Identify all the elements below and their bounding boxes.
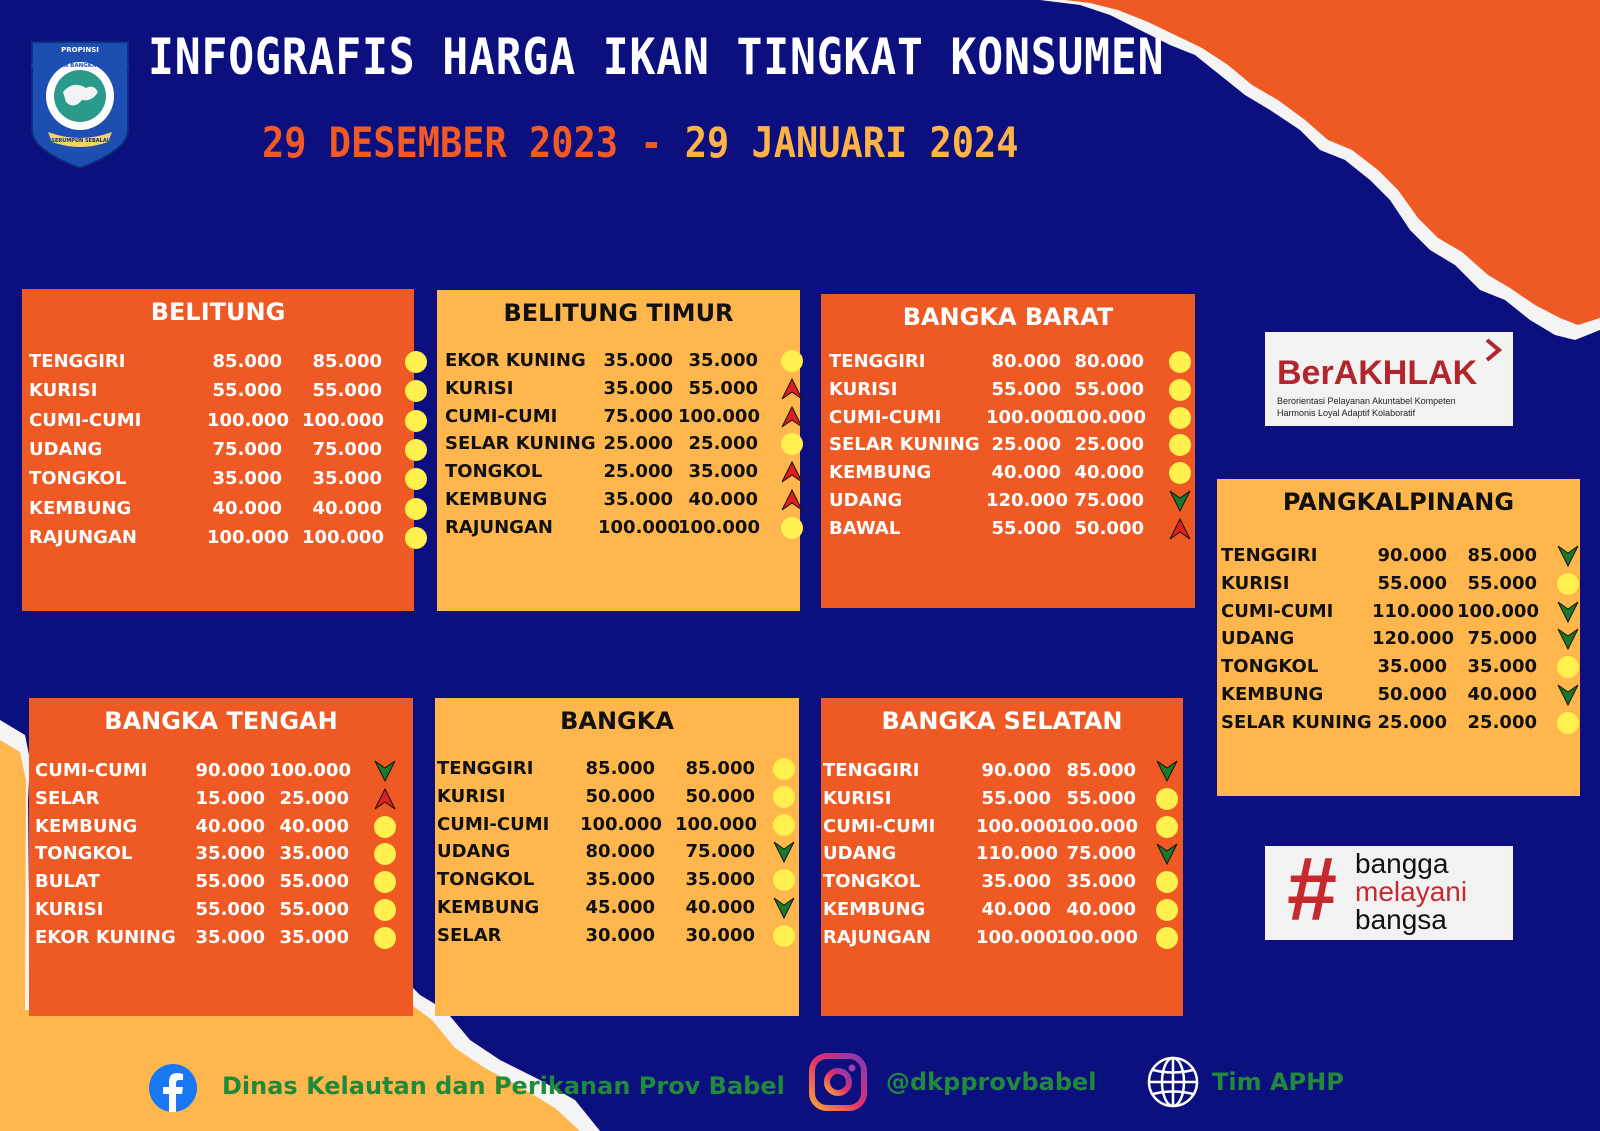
- fish-name: RAJUNGAN: [29, 526, 137, 548]
- price-previous: 100.000: [207, 409, 289, 431]
- hashtag-icon: #: [1287, 840, 1338, 940]
- berakhlak-logo-text: BerAKHLAK: [1277, 354, 1478, 392]
- price-current: 50.000: [685, 785, 755, 807]
- price-row: [1217, 626, 1580, 652]
- price-row: [29, 869, 413, 895]
- fish-name: KURISI: [445, 377, 514, 399]
- price-current: 35.000: [279, 926, 349, 948]
- price-row: [437, 404, 800, 430]
- price-previous: 100.000: [598, 516, 680, 538]
- price-previous: 30.000: [585, 924, 655, 946]
- price-previous: 35.000: [603, 489, 673, 510]
- price-current: 100.000: [1056, 926, 1138, 948]
- panel-belitung: [22, 289, 414, 611]
- price-row: [1217, 543, 1580, 569]
- fish-name: CUMI-CUMI: [1221, 600, 1334, 622]
- fish-name: TONGKOL: [437, 869, 535, 891]
- price-current: 35.000: [312, 468, 382, 490]
- stable-dot-icon: [405, 351, 427, 373]
- price-previous: 110.000: [976, 843, 1058, 865]
- fish-name: TONGKOL: [1221, 656, 1319, 678]
- price-previous: 25.000: [1377, 711, 1447, 733]
- price-current: 35.000: [279, 843, 349, 865]
- price-previous: 50.000: [1377, 684, 1447, 705]
- stable-dot-icon: [1557, 712, 1579, 734]
- price-current: 25.000: [1467, 711, 1537, 733]
- price-row: [821, 349, 1195, 375]
- price-row: [29, 814, 413, 840]
- price-current: 50.000: [1074, 517, 1144, 539]
- stable-dot-icon: [1557, 573, 1579, 595]
- stable-dot-icon: [773, 786, 795, 808]
- price-previous: 80.000: [585, 841, 655, 863]
- price-previous: 25.000: [603, 433, 673, 455]
- fish-name: KEMBUNG: [829, 462, 932, 484]
- price-previous: 80.000: [991, 351, 1061, 372]
- price-previous: 35.000: [1377, 656, 1447, 678]
- stable-dot-icon: [781, 433, 803, 455]
- price-current: 55.000: [1074, 378, 1144, 400]
- price-current: 40.000: [279, 815, 349, 837]
- price-row: [437, 431, 800, 457]
- price-row: [437, 515, 800, 541]
- fish-name: UDANG: [437, 841, 511, 863]
- panel-title: BANGKA BARAT: [902, 303, 1114, 331]
- price-row: [29, 841, 413, 867]
- fish-name: CUMI-CUMI: [829, 406, 942, 428]
- price-previous: 90.000: [195, 760, 265, 781]
- price-previous: 40.000: [212, 497, 282, 519]
- price-row: [821, 758, 1183, 784]
- price-row: [435, 895, 799, 921]
- price-previous: 85.000: [212, 351, 282, 372]
- berakhlak-line2: Harmonis Loyal Adaptif Kolaboratif: [1277, 408, 1416, 418]
- up-arrow-icon: [781, 489, 803, 511]
- date-range: [262, 118, 1019, 167]
- fish-name: TENGGIRI: [1221, 545, 1318, 566]
- price-current: 85.000: [685, 758, 755, 779]
- price-row: [1217, 654, 1580, 680]
- price-row: [22, 496, 414, 522]
- price-previous: 100.000: [207, 526, 289, 548]
- price-previous: 90.000: [981, 760, 1051, 781]
- logo-ring-text: KEPULAUAN BANGKA BELITUNG: [30, 63, 130, 69]
- price-row: [821, 841, 1183, 867]
- price-current: 100.000: [678, 516, 760, 538]
- down-arrow-icon: [1156, 760, 1178, 782]
- fish-name: KEMBUNG: [823, 899, 926, 920]
- price-current: 40.000: [1074, 462, 1144, 484]
- fish-name: CUMI-CUMI: [445, 405, 558, 427]
- price-previous: 35.000: [212, 468, 282, 490]
- price-row: [821, 925, 1183, 951]
- stable-dot-icon: [1169, 407, 1191, 429]
- price-current: 35.000: [1066, 871, 1136, 893]
- price-row: [437, 487, 800, 513]
- stable-dot-icon: [1156, 899, 1178, 921]
- price-row: [821, 897, 1183, 923]
- panel-title: PANGKALPINANG: [1282, 488, 1515, 516]
- fish-name: EKOR KUNING: [35, 926, 176, 948]
- price-current: 55.000: [1066, 787, 1136, 809]
- price-previous: 55.000: [1377, 572, 1447, 594]
- price-current: 40.000: [1066, 899, 1136, 920]
- price-row: [821, 405, 1195, 431]
- price-previous: 25.000: [991, 434, 1061, 456]
- fish-name: BULAT: [35, 871, 100, 893]
- price-current: 40.000: [688, 489, 758, 510]
- stable-dot-icon: [1557, 656, 1579, 678]
- stable-dot-icon: [773, 925, 795, 947]
- fish-name: KEMBUNG: [1221, 684, 1324, 705]
- stable-dot-icon: [1156, 816, 1178, 838]
- price-row: [435, 756, 799, 782]
- price-previous: 35.000: [195, 926, 265, 948]
- up-arrow-icon: [781, 378, 803, 400]
- stable-dot-icon: [405, 527, 427, 549]
- fish-name: KURISI: [823, 787, 892, 809]
- province-logo: [28, 40, 132, 170]
- price-current: 100.000: [675, 813, 757, 835]
- price-previous: 55.000: [195, 899, 265, 920]
- price-previous: 50.000: [585, 785, 655, 807]
- price-current: 25.000: [279, 787, 349, 809]
- price-previous: 100.000: [976, 926, 1058, 948]
- fish-name: KEMBUNG: [445, 489, 548, 510]
- price-current: 35.000: [688, 461, 758, 483]
- fish-name: TENGGIRI: [29, 351, 126, 372]
- price-current: 80.000: [1074, 351, 1144, 372]
- price-row: [821, 488, 1195, 514]
- panel-pangkalpinang: [1217, 479, 1580, 796]
- price-row: [29, 925, 413, 951]
- price-current: 55.000: [688, 377, 758, 399]
- price-row: [22, 466, 414, 492]
- instagram-icon[interactable]: [808, 1052, 868, 1112]
- price-current: 85.000: [1066, 760, 1136, 781]
- price-row: [437, 348, 800, 374]
- price-current: 100.000: [302, 409, 384, 431]
- up-arrow-icon: [1169, 518, 1191, 540]
- panel-bangka-selatan: [821, 698, 1183, 1016]
- stable-dot-icon: [374, 816, 396, 838]
- price-row: [22, 525, 414, 551]
- stable-dot-icon: [781, 517, 803, 539]
- price-current: 25.000: [688, 433, 758, 455]
- down-arrow-icon: [773, 841, 795, 863]
- panel-title: BANGKA TENGAH: [104, 707, 338, 735]
- price-row: [435, 839, 799, 865]
- price-row: [437, 376, 800, 402]
- down-arrow-icon: [1557, 628, 1579, 650]
- fish-name: KEMBUNG: [437, 897, 540, 918]
- price-previous: 45.000: [585, 897, 655, 918]
- price-row: [821, 432, 1195, 458]
- bangga-melayani-badge: [1265, 840, 1513, 940]
- price-previous: 55.000: [991, 378, 1061, 400]
- price-row: [821, 377, 1195, 403]
- price-current: 100.000: [1056, 815, 1138, 837]
- price-previous: 35.000: [603, 350, 673, 371]
- price-previous: 35.000: [195, 843, 265, 865]
- globe-icon[interactable]: [1146, 1055, 1200, 1109]
- fish-name: KURISI: [437, 785, 506, 807]
- stable-dot-icon: [374, 843, 396, 865]
- date-start: 29 DESEMBER 2023: [262, 118, 619, 167]
- down-arrow-icon: [1557, 601, 1579, 623]
- price-row: [29, 786, 413, 812]
- price-row: [22, 378, 414, 404]
- fish-name: CUMI-CUMI: [437, 813, 550, 835]
- price-current: 55.000: [1467, 572, 1537, 594]
- panel-title: BANGKA SELATAN: [881, 707, 1123, 735]
- panel-belitung-timur: [437, 290, 800, 611]
- price-row: [435, 923, 799, 949]
- price-previous: 75.000: [212, 438, 282, 460]
- fish-name: CUMI-CUMI: [823, 815, 936, 837]
- price-current: 100.000: [678, 405, 760, 427]
- fish-name: KURISI: [35, 899, 104, 920]
- down-arrow-icon: [1557, 545, 1579, 567]
- price-current: 35.000: [688, 350, 758, 371]
- fish-name: EKOR KUNING: [445, 350, 586, 371]
- fish-name: SELAR KUNING: [829, 434, 980, 456]
- fish-name: TONGKOL: [29, 468, 127, 490]
- price-previous: 120.000: [986, 490, 1068, 511]
- price-current: 100.000: [1064, 406, 1146, 428]
- price-previous: 35.000: [603, 377, 673, 399]
- stable-dot-icon: [773, 758, 795, 780]
- price-row: [29, 758, 413, 784]
- price-current: 100.000: [1457, 600, 1539, 622]
- price-row: [435, 784, 799, 810]
- price-previous: 55.000: [981, 787, 1051, 809]
- price-current: 55.000: [279, 899, 349, 920]
- berakhlak-badge: [1265, 332, 1513, 426]
- price-current: 40.000: [1467, 684, 1537, 705]
- price-row: [435, 812, 799, 838]
- stable-dot-icon: [1156, 927, 1178, 949]
- price-previous: 110.000: [1372, 600, 1454, 622]
- stable-dot-icon: [1156, 871, 1178, 893]
- price-previous: 75.000: [603, 405, 673, 427]
- price-row: [821, 786, 1183, 812]
- fish-name: TENGGIRI: [829, 351, 926, 372]
- price-current: 85.000: [312, 351, 382, 372]
- price-current: 75.000: [1074, 490, 1144, 511]
- panel-title: BELITUNG TIMUR: [503, 299, 734, 327]
- price-row: [1217, 682, 1580, 708]
- fish-name: TONGKOL: [35, 843, 133, 865]
- down-arrow-icon: [1169, 490, 1191, 512]
- fish-name: TENGGIRI: [823, 760, 920, 781]
- price-previous: 35.000: [981, 871, 1051, 893]
- price-previous: 15.000: [195, 787, 265, 809]
- price-row: [1217, 710, 1580, 736]
- price-current: 75.000: [312, 438, 382, 460]
- fish-name: SELAR KUNING: [445, 433, 596, 455]
- panel-title: BELITUNG: [150, 298, 286, 326]
- logo-ribbon-text: SERUMPUN SEBALAI: [51, 138, 109, 144]
- price-current: 25.000: [1074, 434, 1144, 456]
- down-arrow-icon: [1557, 684, 1579, 706]
- price-row: [821, 814, 1183, 840]
- up-arrow-icon: [781, 461, 803, 483]
- stable-dot-icon: [374, 899, 396, 921]
- price-row: [1217, 599, 1580, 625]
- price-current: 100.000: [302, 526, 384, 548]
- fish-name: UDANG: [1221, 628, 1295, 650]
- bangga-line3: bangsa: [1355, 904, 1447, 935]
- fish-name: KEMBUNG: [35, 815, 138, 837]
- price-current: 35.000: [685, 869, 755, 891]
- down-arrow-icon: [773, 897, 795, 919]
- stable-dot-icon: [1169, 351, 1191, 373]
- up-arrow-icon: [374, 788, 396, 810]
- fish-name: CUMI-CUMI: [29, 409, 142, 431]
- fish-name: RAJUNGAN: [445, 516, 553, 538]
- price-current: 75.000: [1467, 628, 1537, 650]
- logo-top-text: PROPINSI: [61, 46, 99, 54]
- fish-name: UDANG: [823, 843, 897, 865]
- price-current: 85.000: [1467, 545, 1537, 566]
- price-previous: 100.000: [976, 815, 1058, 837]
- price-row: [821, 460, 1195, 486]
- website-link[interactable]: Tim APHP: [1212, 1068, 1344, 1096]
- fish-name: RAJUNGAN: [823, 926, 931, 948]
- fish-name: KURISI: [29, 380, 98, 402]
- price-current: 35.000: [1467, 656, 1537, 678]
- stable-dot-icon: [1156, 788, 1178, 810]
- price-row: [22, 437, 414, 463]
- instagram-link[interactable]: @dkpprovbabel: [886, 1068, 1097, 1096]
- price-current: 55.000: [312, 380, 382, 402]
- bangga-line1: bangga: [1355, 848, 1449, 879]
- price-previous: 55.000: [212, 380, 282, 402]
- chevron-right-icon: [1483, 338, 1503, 362]
- fish-name: SELAR: [35, 787, 100, 809]
- price-current: 75.000: [685, 841, 755, 863]
- price-row: [821, 869, 1183, 895]
- fish-name: UDANG: [829, 490, 903, 511]
- panel-title: BANGKA: [560, 707, 674, 735]
- price-previous: 40.000: [991, 462, 1061, 484]
- price-current: 40.000: [685, 897, 755, 918]
- stable-dot-icon: [781, 350, 803, 372]
- price-current: 40.000: [312, 497, 382, 519]
- fish-name: KURISI: [1221, 572, 1290, 594]
- stable-dot-icon: [1169, 379, 1191, 401]
- price-previous: 40.000: [195, 815, 265, 837]
- stable-dot-icon: [374, 927, 396, 949]
- stable-dot-icon: [405, 498, 427, 520]
- price-previous: 35.000: [585, 869, 655, 891]
- price-current: 55.000: [279, 871, 349, 893]
- fish-name: KURISI: [829, 378, 898, 400]
- panel-bangka-barat: [821, 294, 1195, 608]
- date-separator: -: [618, 118, 685, 167]
- fish-name: TONGKOL: [445, 461, 543, 483]
- price-row: [437, 459, 800, 485]
- price-row: [22, 349, 414, 375]
- price-previous: 55.000: [195, 871, 265, 893]
- fish-name: SELAR KUNING: [1221, 711, 1372, 733]
- fish-name: KEMBUNG: [29, 497, 132, 519]
- bangga-line2: melayani: [1355, 876, 1468, 907]
- fish-name: BAWAL: [829, 517, 901, 539]
- berakhlak-line1: Berorientasi Pelayanan Akuntabel Kompeten: [1277, 396, 1456, 406]
- price-previous: 55.000: [991, 517, 1061, 539]
- price-current: 75.000: [1066, 843, 1136, 865]
- price-previous: 25.000: [603, 461, 673, 483]
- stable-dot-icon: [405, 410, 427, 432]
- down-arrow-icon: [374, 760, 396, 782]
- price-row: [435, 867, 799, 893]
- price-current: 100.000: [269, 760, 351, 781]
- fish-name: SELAR: [437, 924, 502, 946]
- stable-dot-icon: [374, 871, 396, 893]
- stable-dot-icon: [773, 869, 795, 891]
- price-previous: 90.000: [1377, 545, 1447, 566]
- date-end: 29 JANUARI 2024: [684, 118, 1019, 167]
- fish-name: CUMI-CUMI: [35, 760, 148, 781]
- down-arrow-icon: [1156, 843, 1178, 865]
- stable-dot-icon: [1169, 434, 1191, 456]
- price-row: [22, 408, 414, 434]
- fish-name: UDANG: [29, 438, 103, 460]
- price-row: [29, 897, 413, 923]
- price-previous: 40.000: [981, 899, 1051, 920]
- fish-name: TONGKOL: [823, 871, 921, 893]
- panel-bangka-tengah: [29, 698, 413, 1016]
- price-previous: 100.000: [986, 406, 1068, 428]
- price-row: [821, 516, 1195, 542]
- price-row: [1217, 571, 1580, 597]
- stable-dot-icon: [1169, 462, 1191, 484]
- facebook-icon[interactable]: [148, 1063, 198, 1113]
- page-title: INFOGRAFIS HARGA IKAN TINGKAT KONSUMEN: [148, 28, 1165, 86]
- facebook-link[interactable]: Dinas Kelautan dan Perikanan Prov Babel: [222, 1072, 785, 1100]
- fish-name: TENGGIRI: [437, 758, 534, 779]
- stable-dot-icon: [773, 814, 795, 836]
- stable-dot-icon: [405, 439, 427, 461]
- price-current: 30.000: [685, 924, 755, 946]
- price-previous: 85.000: [585, 758, 655, 779]
- price-previous: 100.000: [580, 813, 662, 835]
- panel-bangka: [435, 698, 799, 1016]
- up-arrow-icon: [781, 406, 803, 428]
- price-previous: 120.000: [1372, 628, 1454, 650]
